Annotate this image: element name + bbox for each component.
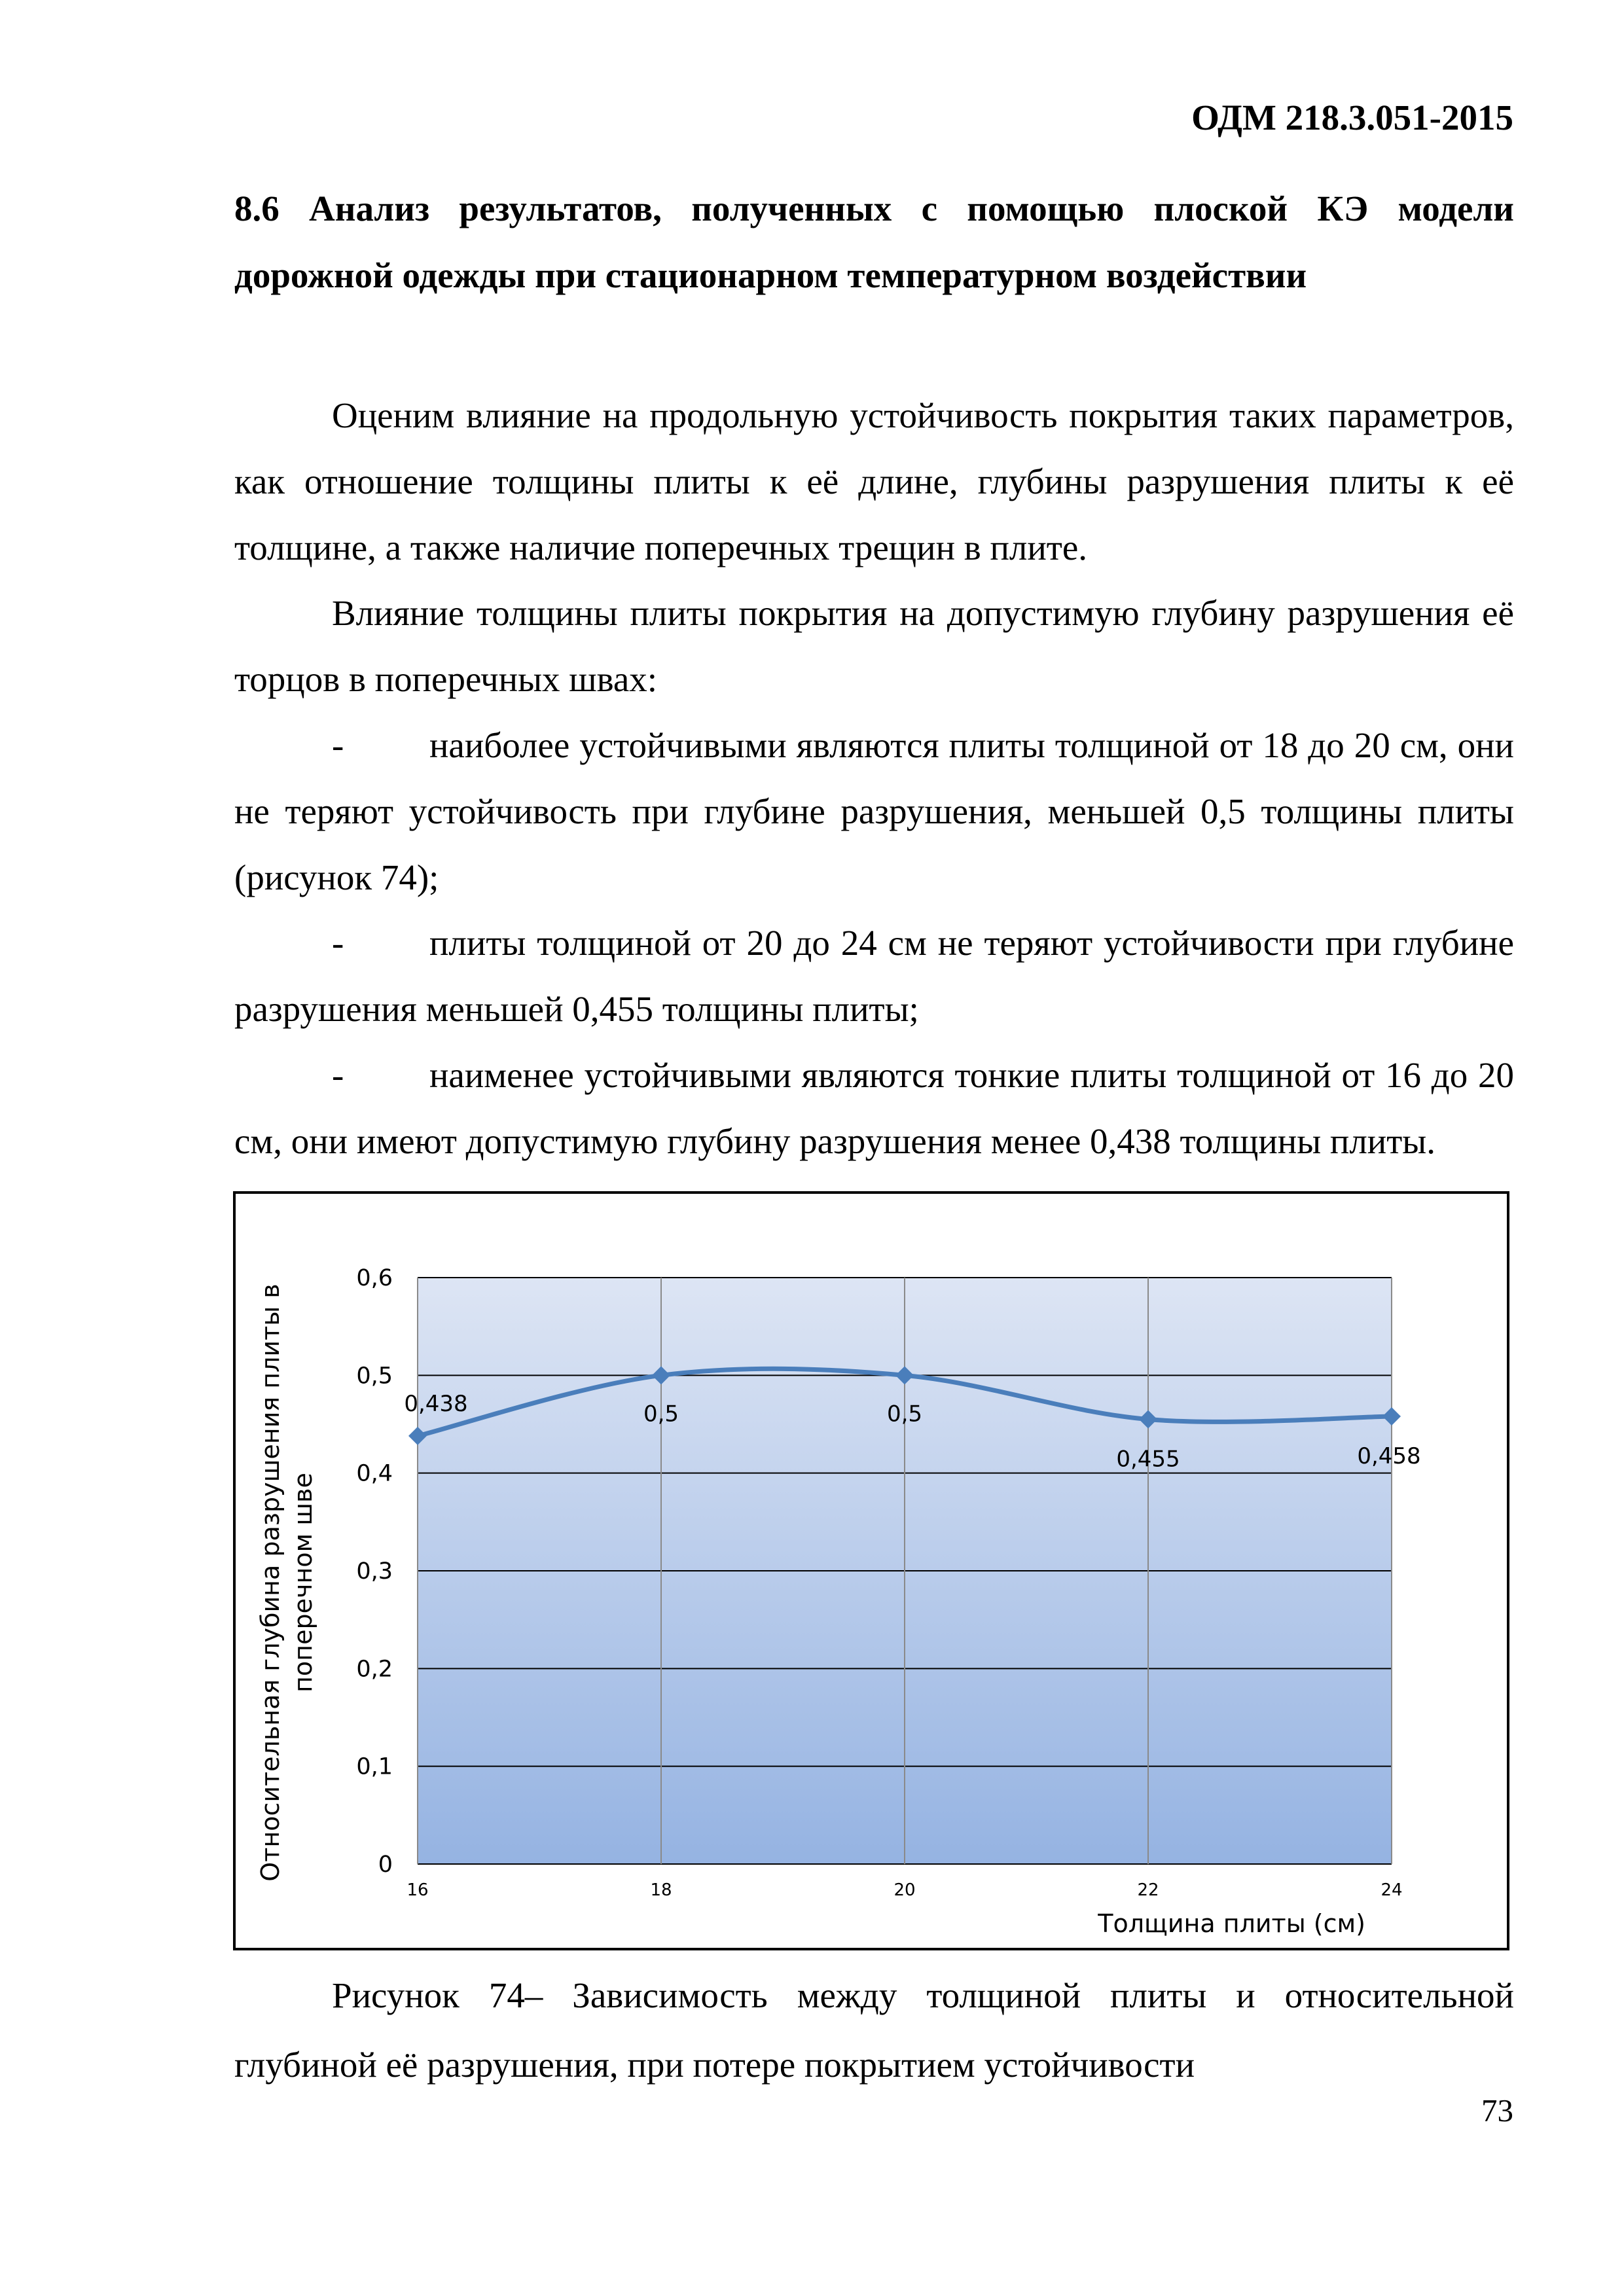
- y-tick-label: 0,1: [356, 1753, 393, 1780]
- y-axis-title-line-2: поперечном шве: [289, 1473, 317, 1693]
- figure-74: [233, 1191, 1509, 1950]
- figure-caption: Рисунок 74– Зависимость между толщиной плиты и относительной глубиной её разрушения, при потере покрытием устойчивости: [234, 1975, 1514, 2085]
- y-tick-label: 0,2: [356, 1656, 393, 1683]
- bullet-dash: -: [332, 1055, 344, 1095]
- y-tick-label: 0: [378, 1852, 393, 1878]
- bullet-dash: -: [332, 725, 344, 765]
- page-number: 73: [1481, 2092, 1513, 2128]
- data-label: 0,438: [404, 1390, 468, 1417]
- bullet-item-3: [234, 1042, 1514, 1174]
- document-header: ОДМ 218.3.051-2015: [1191, 98, 1513, 137]
- section-heading: 8.6 Анализ результатов, полученных с помощью плоской КЭ модели дорожной одежды при стационарном температурном воздействии: [234, 188, 1514, 295]
- x-tick-label: 16: [406, 1880, 429, 1900]
- y-tick-label: 0,6: [356, 1265, 393, 1291]
- bullet-text: плиты толщиной от 20 до 24 см не теряют устойчивости при глубине разрушения меньшей 0,455 толщины плиты;: [234, 923, 1514, 1029]
- y-axis-title: [256, 1283, 317, 1881]
- y-axis-title-line-1: Относительная глубина разрушения плиты в: [256, 1283, 285, 1882]
- bullet-dash: -: [332, 923, 344, 963]
- data-label: 0,455: [1116, 1446, 1180, 1473]
- data-label: 0,458: [1357, 1443, 1421, 1470]
- y-tick-label: 0,3: [356, 1558, 393, 1585]
- data-label: 0,5: [643, 1401, 679, 1427]
- x-tick-label: 20: [893, 1880, 916, 1900]
- bullet-text: наименее устойчивыми являются тонкие плиты толщиной от 16 до 20 см, они имеют допустимую глубину разрушения менее 0,438 толщины плиты.: [234, 1055, 1514, 1161]
- bullet-text: наиболее устойчивыми являются плиты толщиной от 18 до 20 см, они не теряют устойчивость при глубине разрушения, меньшей 0,5 толщины плиты (рисунок 74);: [234, 725, 1514, 897]
- y-tick-label: 0,5: [356, 1363, 393, 1390]
- x-axis-title: Толщина плиты (см): [1098, 1909, 1365, 1938]
- paragraph-1: Оценим влияние на продольную устойчивость покрытия таких параметров, как отношение толщины плиты к её длине, глубины разрушения плиты к её толщине, а также наличие поперечных трещин в плите.: [234, 395, 1514, 567]
- x-tick-label: 24: [1380, 1880, 1403, 1900]
- bullet-item-1: [234, 712, 1514, 910]
- x-tick-label: 18: [650, 1880, 672, 1900]
- line-chart: [236, 1194, 1507, 1948]
- data-label: 0,5: [886, 1401, 923, 1427]
- y-tick-label: 0,4: [356, 1460, 393, 1487]
- paragraph-2: Влияние толщины плиты покрытия на допустимую глубину разрушения её торцов в поперечных швах:: [234, 593, 1514, 699]
- x-tick-label: 22: [1137, 1880, 1159, 1900]
- bullet-item-2: [234, 910, 1514, 1042]
